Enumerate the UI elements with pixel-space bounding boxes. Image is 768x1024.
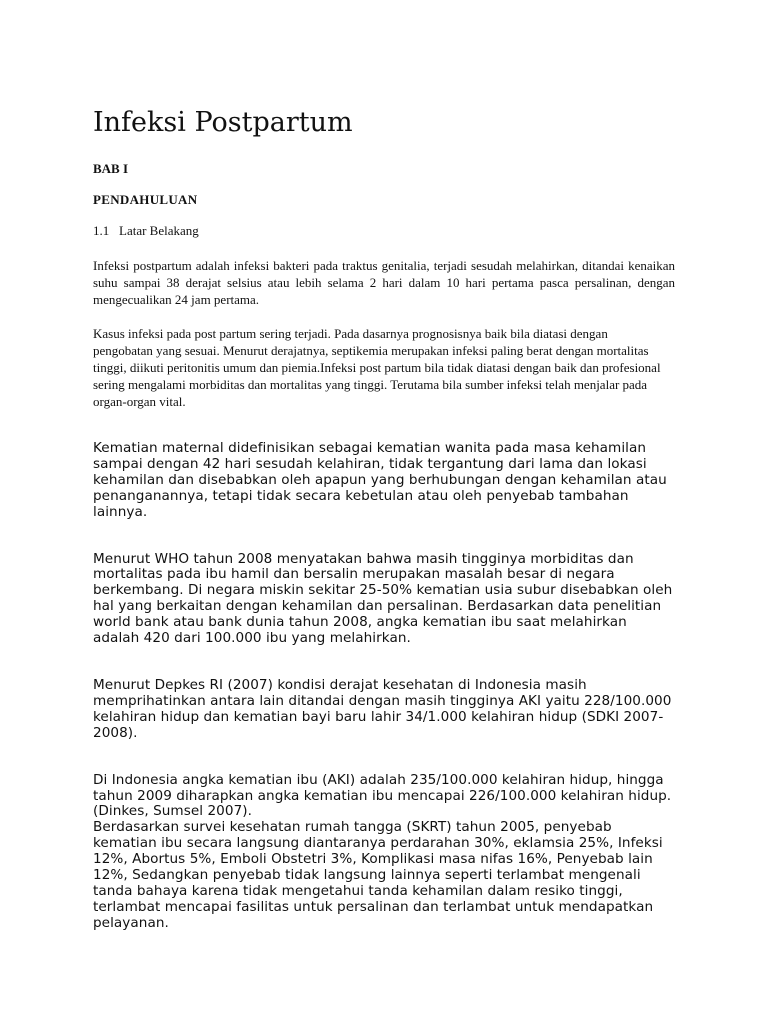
paragraph: Menurut Depkes RI (2007) kondisi derajat kesehatan di Indonesia masih memprihatinkan antara lain ditandai dengan masih tingginya AKI yaitu 228/100.000 kelahiran hidup dan kematian bayi baru lahir 34/1.000 kelahiran hidup (SDKI 2007-2008). [93,676,672,741]
chapter-title: PENDAHULUAN [93,192,198,207]
section-number: 1.1 [93,223,110,238]
section-title: Latar Belakang [119,223,199,238]
paragraph: Menurut WHO tahun 2008 menyatakan bahwa masih tingginya morbiditas dan mortalitas pada ibu hamil dan bersalin merupakan masalah besar di negara berkembang. Di negara miskin sekitar 25-50% kematian usia subur disebabkan oleh hal yang berkaitan dengan kehamilan dan persalinan. Berdasarkan data penelitian world bank atau bank dunia tahun 2008, angka kematian ibu saat melahirkan adalah 420 dari 100.000 ibu yang melahirkan. [93,550,673,647]
paragraph: Di Indonesia angka kematian ibu (AKI) adalah 235/100.000 kelahiran hidup, hingga tahun 2009 diharapkan angka kematian ibu mencapai 226/100.000 kelahiran hidup. (Dinkes, Sumsel 2007). [93,771,672,820]
paragraph: Kematian maternal didefinisikan sebagai kematian wanita pada masa kehamilan sampai dengan 42 hari sesudah kelahiran, tidak tergantung dari lama dan lokasi kehamilan dan disebabkan oleh apapun yang berhubungan dengan kehamilan atau penanganannya, tetapi tidak secara kebetulan atau oleh penyebab tambahan lainnya. [93,440,667,520]
document-title: Infeksi Postpartum [93,107,353,138]
section-heading [93,223,675,239]
paragraph: Berdasarkan survei kesehatan rumah tangga (SKRT) tahun 2005, penyebab kematian ibu secara langsung diantaranya perdarahan 30%, eklamsia 25%, Infeksi 12%, Abortus 5%, Emboli Obstetri 3%, Komplikasi masa nifas 16%, Penyebab lain 12%, Sedangkan penyebab tidak langsung lainnya seperti terlambat mengenali tanda bahaya karena tidak mengetahui tanda kehamilan dalam resiko tinggi, terlambat mencapai fasilitas untuk persalinan dan terlambat untuk mendapatkan pelayanan. [93,819,663,931]
chapter-label: BAB I [93,161,129,176]
paragraph: Kasus infeksi pada post partum sering terjadi. Pada dasarnya prognosisnya baik bila diatasi dengan pengobatan yang sesuai. Menurut derajatnya, septikemia merupakan infeksi paling berat dengan mortalitas tinggi, diikuti peritonitis umum dan piemia.Infeksi post partum bila tidak diatasi dengan baik dan profesional sering mengalami morbiditas dan mortalitas yang tinggi. Terutama bila sumber infeksi telah menjalar pada organ-organ vital. [93,326,661,409]
document-content [93,106,675,932]
paragraph: Infeksi postpartum adalah infeksi bakteri pada traktus genitalia, terjadi sesudah melahirkan, ditandai kenaikan suhu sampai 38 derajat selsius atau lebih selama 2 hari dalam 10 hari pertama pasca persalinan, dengan mengecualikan 24 jam pertama. [93,258,675,307]
